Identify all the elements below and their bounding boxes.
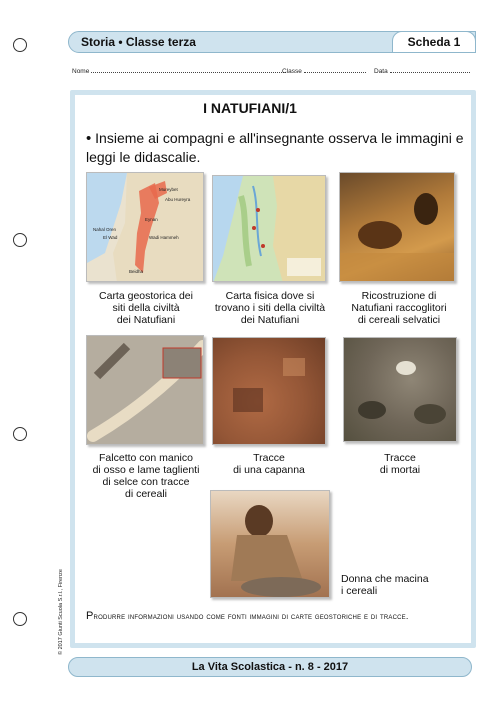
mortars-drawing (344, 338, 457, 442)
date-label: Data (374, 68, 388, 75)
sickle-image (86, 335, 204, 445)
caption-mortars (343, 452, 457, 476)
caption-line: dei Natufiani (240, 314, 300, 326)
activity-goal-initial: P (86, 610, 94, 622)
caption-line: Natufiani raccoglitori (351, 302, 447, 314)
caption-geostoric-map (86, 290, 206, 326)
map-label: Mureybet (159, 187, 178, 192)
activity-goal-text: rodurre informazioni usando come fonti immagini di carte geostoriche e di tracce. (93, 611, 409, 621)
sickle-drawing (87, 336, 204, 445)
footer-bar: La Vita Scolastica - n. 8 - 2017 (68, 657, 472, 677)
caption-line: Carta geostorica dei (99, 290, 193, 302)
binder-hole (13, 233, 27, 247)
woman-grinding-drawing (211, 491, 330, 598)
caption-line: Ricostruzione di (361, 290, 437, 302)
caption-physical-map (206, 290, 334, 326)
hut-traces-image (212, 337, 326, 445)
map-label: Beidha (129, 269, 144, 274)
physical-map-image (212, 175, 326, 282)
caption-hut (212, 452, 326, 476)
date-field[interactable] (374, 67, 470, 75)
name-label: Nome (72, 68, 90, 75)
instruction-text: Insieme ai compagni e all'insegnante osserva le immagini e leggi le didascalie. (86, 130, 464, 165)
caption-line: Carta fisica dove si (225, 290, 315, 302)
binder-hole (13, 612, 27, 626)
caption-line: di una capanna (233, 464, 305, 476)
map-label: El Wad (103, 235, 118, 240)
caption-line: Donna che macina (341, 573, 429, 585)
copyright-notice: © 2017 Giunti Scuola S.r.l., Firenze (58, 569, 64, 655)
caption-line: i cereali (341, 585, 378, 597)
map-label: Abu Hureyra (165, 197, 191, 202)
caption-line: trovano i siti della civiltà (214, 302, 326, 314)
caption-line: Falcetto con manico (99, 452, 193, 464)
geostoric-map-drawing (87, 173, 204, 282)
caption-line: di osso e lame taglienti (92, 464, 200, 476)
caption-line: di cereali selvatici (357, 314, 441, 326)
caption-line: Tracce (384, 452, 416, 464)
caption-line: di cereali (124, 488, 168, 500)
caption-woman-grinding (341, 573, 451, 597)
caption-line: di mortai (379, 464, 421, 476)
geostoric-map-image (86, 172, 204, 282)
header-title: Storia • Classe terza (81, 35, 196, 49)
header-bar (68, 31, 476, 53)
page-title: I NATUFIANI/1 (203, 100, 297, 116)
map-label: Wadi Hammeh (149, 235, 179, 240)
bullet: • (86, 130, 92, 147)
caption-line: di selce con tracce (102, 476, 190, 488)
binder-hole (13, 427, 27, 441)
hut-traces-drawing (213, 338, 326, 445)
class-label: Classe (282, 68, 302, 75)
gatherers-reconstruction-image (339, 172, 455, 282)
binder-hole (13, 38, 27, 52)
caption-sickle (84, 452, 208, 500)
activity-goal (86, 608, 466, 624)
student-fields (72, 67, 472, 79)
class-field[interactable] (282, 67, 366, 75)
name-field[interactable] (72, 67, 286, 75)
map-label: Nahal Oren (93, 227, 117, 232)
scheda-tab: Scheda 1 (392, 31, 476, 53)
gatherers-figures (340, 173, 455, 282)
map-label: Eynan (145, 217, 158, 222)
mortars-traces-image (343, 337, 457, 442)
woman-grinding-image (210, 490, 330, 598)
instruction (86, 129, 466, 167)
caption-line: siti della civiltà (112, 302, 180, 314)
caption-line: dei Natufiani (116, 314, 176, 326)
physical-map-drawing (213, 176, 326, 282)
caption-reconstruction (335, 290, 463, 326)
caption-line: Tracce (253, 452, 285, 464)
